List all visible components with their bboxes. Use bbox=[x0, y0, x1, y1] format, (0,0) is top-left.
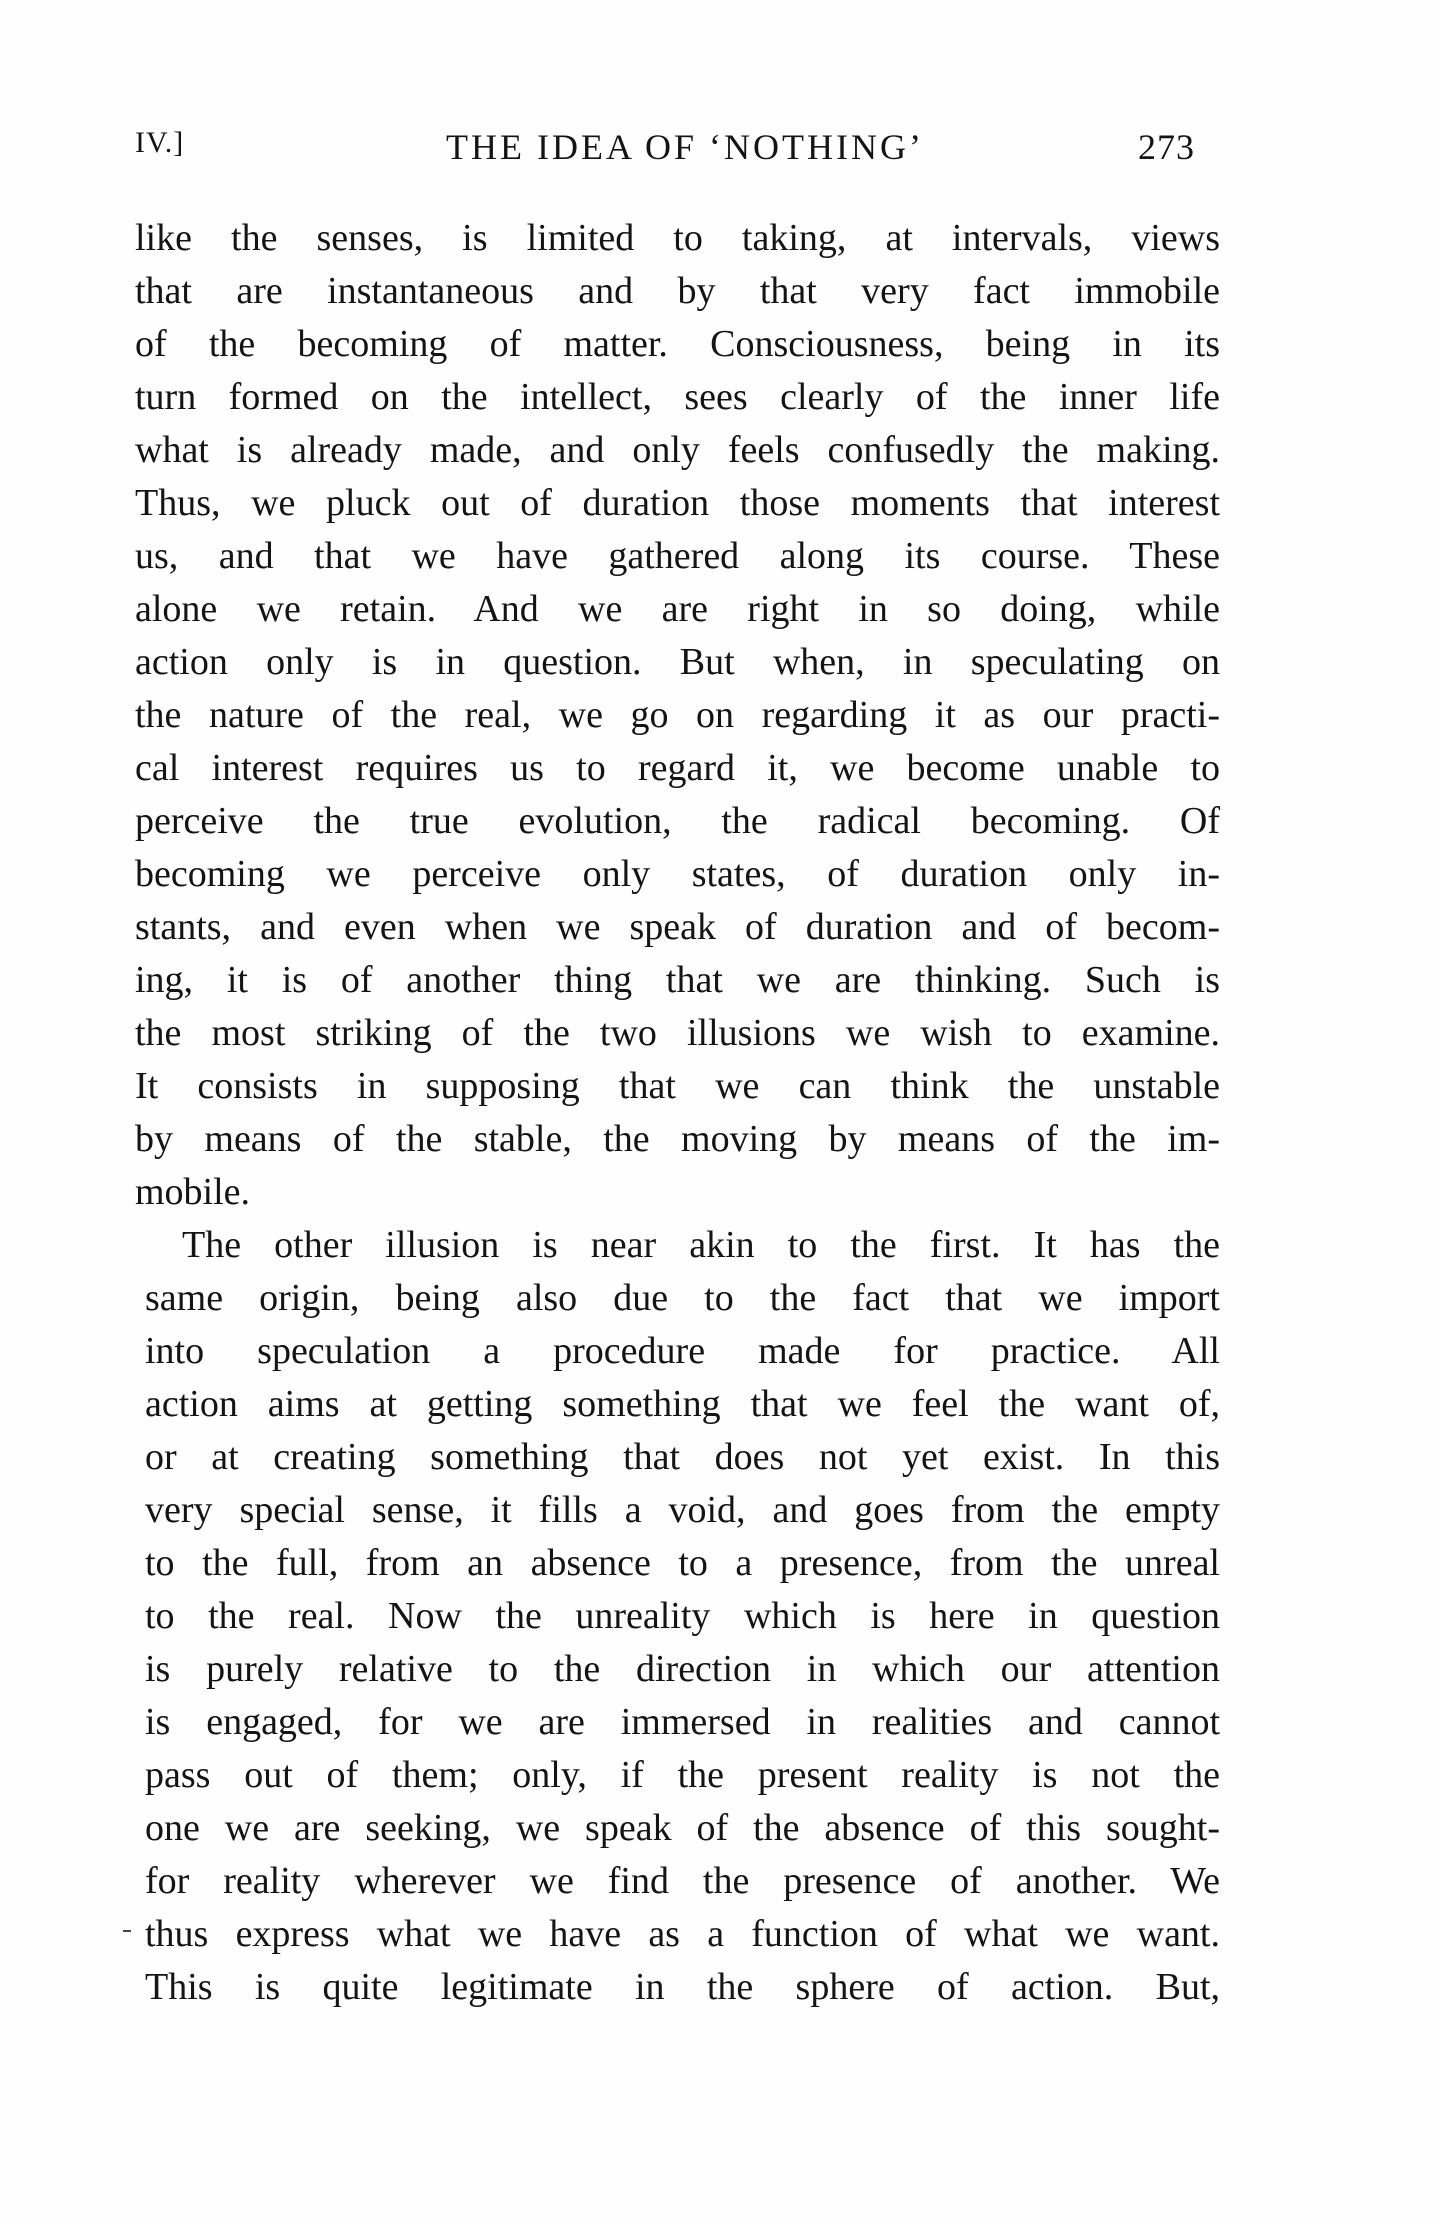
text-line: the nature of the real, we go on regarding it as our practi- bbox=[135, 694, 1220, 736]
text-line: what is already made, and only feels confusedly the making. bbox=[135, 429, 1220, 471]
text-line: same origin, being also due to the fact that we import bbox=[145, 1277, 1220, 1319]
text-line: alone we retain. And we are right in so doing, while bbox=[135, 588, 1220, 630]
text-line: for reality wherever we find the presence of another. We bbox=[145, 1860, 1220, 1902]
text-line: action aims at getting something that we feel the want of, bbox=[145, 1383, 1220, 1425]
text-line: the most striking of the two illusions we wish to examine. bbox=[135, 1012, 1220, 1054]
running-title: THE IDEA OF ‘NOTHING’ bbox=[446, 127, 924, 167]
chapter-marker: IV.] bbox=[135, 126, 185, 159]
text-line: of the becoming of matter. Consciousness, being in its bbox=[135, 323, 1220, 365]
text-line: mobile. bbox=[135, 1171, 251, 1213]
text-line: cal interest requires us to regard it, we become unable to bbox=[135, 747, 1220, 789]
text-line: like the senses, is limited to taking, at intervals, views bbox=[135, 217, 1220, 259]
print-speck bbox=[123, 1930, 131, 1932]
text-line: Thus, we pluck out of duration those moments that interest bbox=[135, 482, 1220, 524]
text-line: This is quite legitimate in the sphere of action. But, bbox=[145, 1966, 1220, 2008]
text-line: stants, and even when we speak of duration and of becom- bbox=[135, 906, 1220, 948]
text-line: into speculation a procedure made for practice. All bbox=[145, 1330, 1220, 1372]
text-line: is purely relative to the direction in which our attention bbox=[145, 1648, 1220, 1690]
running-header bbox=[135, 126, 1235, 176]
text-line: ing, it is of another thing that we are thinking. Such is bbox=[135, 959, 1220, 1001]
page-number: 273 bbox=[1138, 127, 1195, 167]
text-line: It consists in supposing that we can think the unstable bbox=[135, 1065, 1220, 1107]
text-line: thus express what we have as a function of what we want. bbox=[145, 1913, 1220, 1955]
text-line: by means of the stable, the moving by means of the im- bbox=[135, 1118, 1220, 1160]
text-line: becoming we perceive only states, of duration only in- bbox=[135, 853, 1220, 895]
text-line: us, and that we have gathered along its course. These bbox=[135, 535, 1220, 577]
text-line: to the full, from an absence to a presence, from the unreal bbox=[145, 1542, 1220, 1584]
text-line: is engaged, for we are immersed in realities and cannot bbox=[145, 1701, 1220, 1743]
body-text bbox=[135, 212, 1220, 2014]
text-line: or at creating something that does not yet exist. In this bbox=[145, 1436, 1220, 1478]
text-line: one we are seeking, we speak of the absence of this sought- bbox=[145, 1807, 1220, 1849]
text-line: pass out of them; only, if the present reality is not the bbox=[145, 1754, 1220, 1796]
text-line: action only is in question. But when, in speculating on bbox=[135, 641, 1220, 683]
paragraph-start-line: The other illusion is near akin to the first. It has the bbox=[182, 1224, 1220, 1266]
text-line: turn formed on the intellect, sees clearly of the inner life bbox=[135, 376, 1220, 418]
text-line: very special sense, it fills a void, and goes from the empty bbox=[145, 1489, 1220, 1531]
text-line: perceive the true evolution, the radical becoming. Of bbox=[135, 800, 1220, 842]
text-line: that are instantaneous and by that very fact immobile bbox=[135, 270, 1220, 312]
text-line: to the real. Now the unreality which is here in question bbox=[145, 1595, 1220, 1637]
